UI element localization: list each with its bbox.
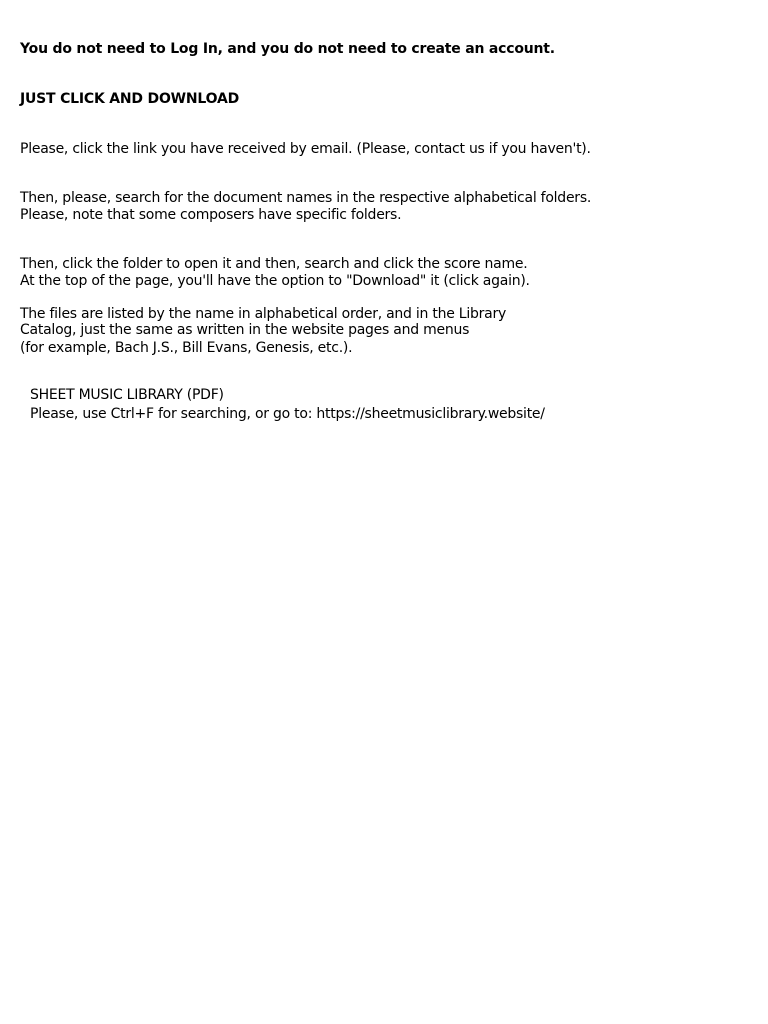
library-search-line — [30, 406, 545, 423]
instruction-step-2-line-2: Please, note that some composers have specific folders. — [20, 207, 402, 223]
instruction-step-3-line-1: Then, click the folder to open it and then, search and click the score name. — [20, 256, 528, 272]
download-heading: JUST CLICK AND DOWNLOAD — [20, 91, 240, 107]
instruction-step-4-line-2: Catalog, just the same as written in the website pages and menus — [20, 322, 470, 338]
instruction-step-4-line-1: The files are listed by the name in alphabetical order, and in the Library — [20, 306, 506, 322]
instruction-step-1: Please, click the link you have received by email. (Please, contact us if you haven't). — [20, 141, 591, 157]
instruction-step-2-line-1: Then, please, search for the document names in the respective alphabetical folders. — [20, 190, 592, 206]
library-url-link[interactable]: https://sheetmusiclibrary.website/ — [316, 406, 545, 422]
instruction-step-3-line-2: At the top of the page, you'll have the option to "Download" it (click again). — [20, 273, 530, 289]
library-title: SHEET MUSIC LIBRARY (PDF) — [30, 387, 224, 403]
no-login-notice: You do not need to Log In, and you do not need to create an account. — [20, 41, 555, 57]
instruction-step-4-line-3: (for example, Bach J.S., Bill Evans, Genesis, etc.). — [20, 340, 353, 356]
library-search-prefix: Please, use Ctrl+F for searching, or go to: — [30, 406, 317, 422]
